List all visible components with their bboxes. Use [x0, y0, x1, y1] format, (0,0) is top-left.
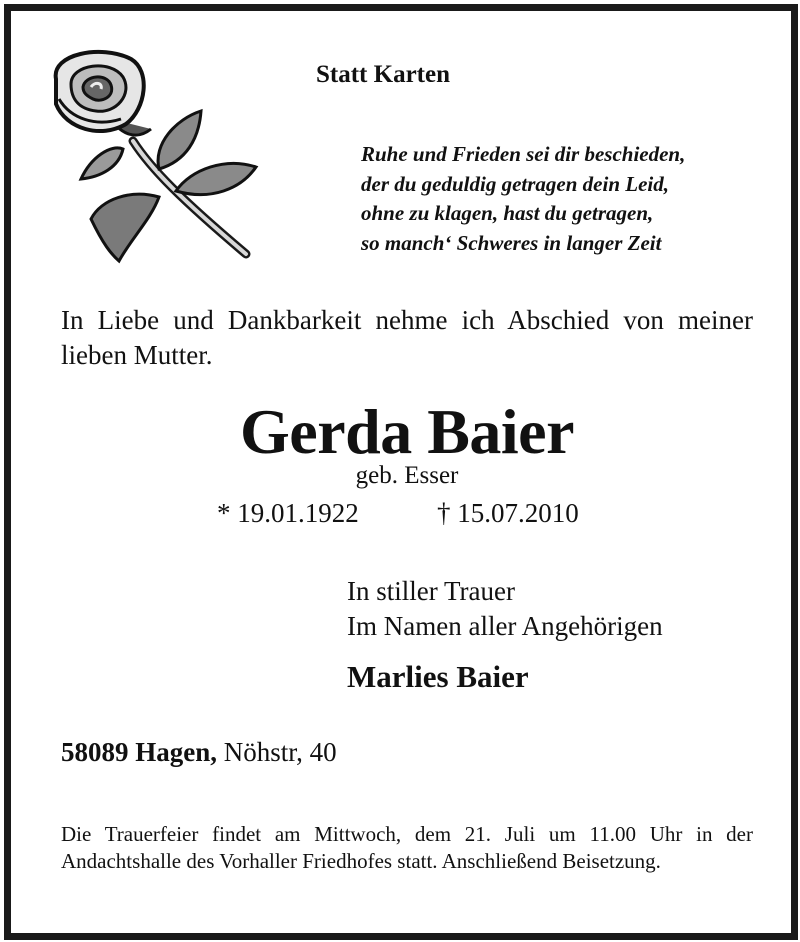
mourning-line: In stiller Trauer — [347, 576, 515, 606]
rose-icon — [41, 49, 271, 269]
heading-statt-karten: Statt Karten — [316, 61, 450, 88]
maiden-name: geb. Esser — [355, 462, 459, 489]
poem-line: so manch‘ Schweres in langer Zeit — [361, 230, 662, 255]
obituary-frame — [4, 4, 798, 940]
address-street: Nöhstr, 40 — [223, 737, 337, 767]
mourning-line: Im Namen aller Angehörigen — [347, 611, 663, 641]
signer-name: Marlies Baier — [347, 659, 529, 694]
birth-date: * 19.01.1922 — [217, 498, 359, 528]
address — [61, 737, 337, 768]
death-date: † 15.07.2010 — [437, 498, 579, 528]
poem-line: der du geduldig getragen dein Leid, — [361, 171, 669, 196]
deceased-name: Gerda Baier — [240, 396, 574, 467]
funeral-notice: Die Trauerfeier findet am Mittwoch, dem 21. Juli um 11.00 Uhr in der Andachtshalle des Vorhaller Friedhofes statt. Anschließend Beisetzung. — [61, 822, 753, 873]
poem-line: Ruhe und Frieden sei dir beschieden, — [361, 142, 686, 166]
intro-text: In Liebe und Dankbarkeit nehme ich Abschied von meiner lieben Mutter. — [61, 305, 753, 370]
poem-line: ohne zu klagen, hast du getragen, — [361, 201, 654, 225]
mourning-text — [347, 574, 787, 644]
address-city: 58089 Hagen, — [61, 737, 218, 767]
poem — [361, 140, 781, 258]
